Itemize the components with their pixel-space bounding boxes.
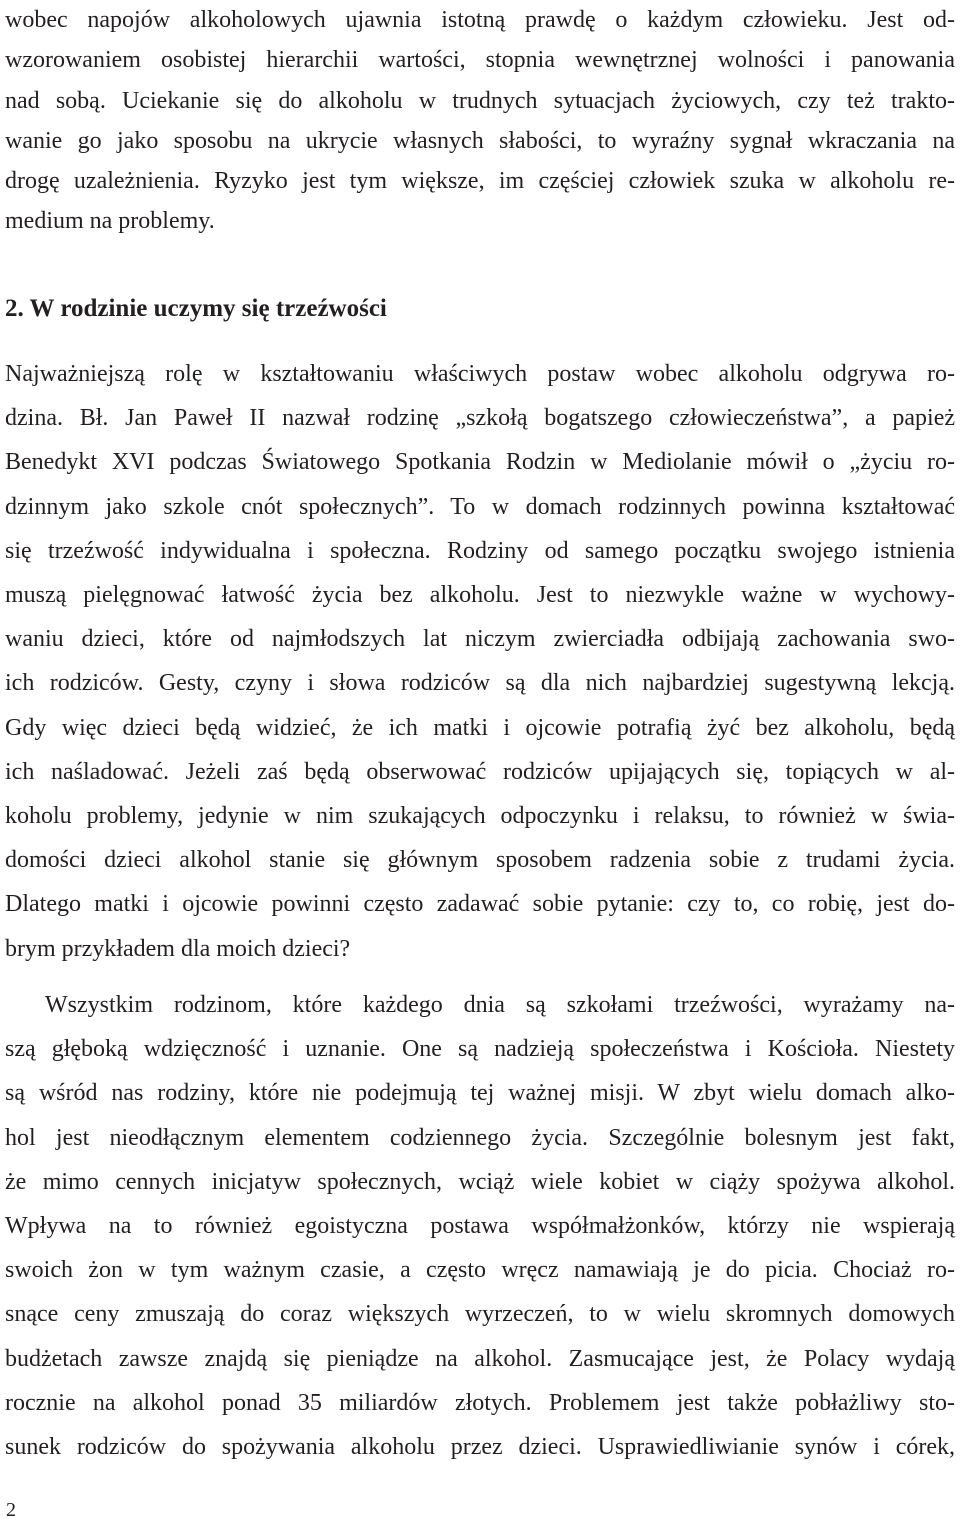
text-line: rocznie na alkohol ponad 35 miliardów złotych. Problemem jest także pobłażliwy sto-	[5, 1389, 955, 1416]
text-line: ich rodziców. Gesty, czyny i słowa rodziców są dla nich najbardziej sugestywną lekcją.	[5, 670, 955, 697]
text-line: brym przykładem dla moich dzieci?	[5, 935, 351, 962]
text-line: sunek rodziców do spożywania alkoholu przez dzieci. Usprawiedliwianie synów i córek,	[5, 1434, 955, 1461]
text-line: muszą pielęgnować łatwość życia bez alkoholu. Jest to niezwykle ważne w wychowy-	[5, 582, 955, 609]
text-line: się trzeźwość indywidualna i społeczna. Rodziny od samego początku swojego istnienia	[5, 537, 955, 564]
text-line: że mimo cennych inicjatyw społecznych, wciąż wiele kobiet w ciąży spożywa alkohol.	[5, 1168, 955, 1195]
text-line: wobec napojów alkoholowych ujawnia istotną prawdę o każdym człowieku. Jest od-	[5, 7, 955, 33]
text-line: medium na problemy.	[5, 208, 215, 235]
text-line: Najważniejszą rolę w kształtowaniu właściwych postaw wobec alkoholu odgrywa ro-	[5, 361, 955, 387]
text-line: hol jest nieodłącznym elementem codziennego życia. Szczególnie bolesnym jest fakt,	[5, 1124, 955, 1151]
paragraph-2	[5, 352, 955, 971]
text-line: Wpływa na to również egoistyczna postawa współmałżonków, którzy nie wspierają	[5, 1213, 955, 1240]
text-line: domości dzieci alkohol stanie się głównym sposobem radzenia sobie z trudami życia.	[5, 847, 955, 874]
paragraph-3	[5, 983, 955, 1469]
text-line: drogę uzależnienia. Ryzyko jest tym większe, im częściej człowiek szuka w alkoholu re-	[5, 168, 955, 195]
text-line: są wśród nas rodziny, które nie podejmują tej ważnej misji. W zbyt wielu domach alko-	[5, 1080, 955, 1107]
text-line: koholu problemy, jedynie w nim szukających odpoczynku i relaksu, to również w świa-	[5, 803, 955, 830]
text-line: budżetach zawsze znajdą się pieniądze na alkohol. Zasmucające jest, że Polacy wydają	[5, 1345, 955, 1372]
text-line: Dlatego matki i ojcowie powinni często zadawać sobie pytanie: czy to, co robię, jest do-	[5, 891, 955, 918]
text-line: Benedykt XVI podczas Światowego Spotkania Rodzin w Mediolanie mówił o „życiu ro-	[5, 449, 955, 476]
text-line: Wszystkim rodzinom, które każdego dnia są szkołami trzeźwości, wyrażamy na-	[45, 992, 955, 1018]
section-heading: 2. W rodzinie uczymy się trzeźwości	[5, 295, 387, 322]
text-line: Gdy więc dzieci będą widzieć, że ich matki i ojcowie potrafią żyć bez alkoholu, będą	[5, 714, 955, 741]
text-line: dzina. Bł. Jan Paweł II nazwał rodzinę „szkołą bogatszego człowieczeństwa”, a papież	[5, 405, 955, 432]
text-line: nad sobą. Uciekanie się do alkoholu w trudnych sytuacjach życiowych, czy też trakto-	[5, 87, 955, 114]
page-number: 2	[6, 1499, 16, 1521]
text-line: wanie go jako sposobu na ukrycie własnych słabości, to wyraźny sygnał wkraczania na	[5, 127, 955, 154]
text-line: dzinnym jako szkole cnót społecznych”. To w domach rodzinnych powinna kształtować	[5, 493, 955, 520]
text-line: wzorowaniem osobistej hierarchii wartości, stopnia wewnętrznej wolności i panowania	[5, 47, 955, 74]
text-line: snące ceny zmuszają do coraz większych wyrzeczeń, to w wielu skromnych domowych	[5, 1301, 955, 1328]
paragraph-1	[5, 0, 955, 242]
text-line: ich naśladować. Jeżeli zaś będą obserwować rodziców upijających się, topiących w al-	[5, 758, 955, 785]
text-line: swoich żon w tym ważnym czasie, a często wręcz namawiają je do picia. Chociaż ro-	[5, 1257, 955, 1284]
text-line: waniu dzieci, które od najmłodszych lat niczym zwierciadła odbijają zachowania swo-	[5, 626, 955, 653]
text-line: szą głęboką wdzięczność i uznanie. One są nadzieją społeczeństwa i Kościoła. Niestety	[5, 1036, 955, 1063]
